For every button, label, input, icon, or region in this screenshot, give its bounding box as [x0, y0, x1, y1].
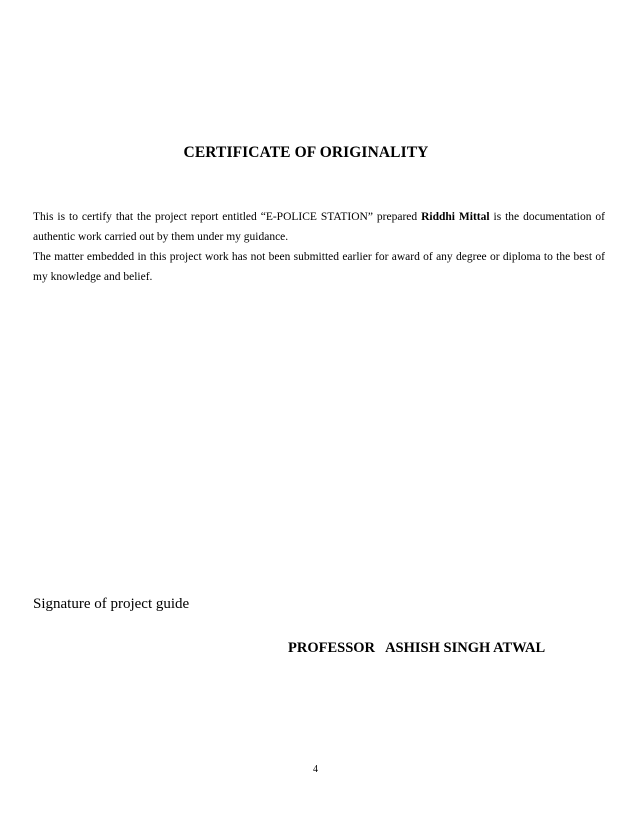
certify-text-before-name: This is to certify that the project report entitled “E-POLICE STATION” prepared [33, 211, 422, 223]
certify-text-after-name: is the documentation of authentic work carried out by them under my guidance. [33, 211, 605, 243]
certificate-body [33, 207, 605, 287]
project-guide-name: PROFESSOR ASHISH SINGH ATWAL [288, 640, 546, 656]
student-name: Riddhi Mittal [421, 211, 490, 223]
originality-paragraph: The matter embedded in this project work has not been submitted earlier for award of any degree or diploma to the best of my knowledge and belief. [33, 251, 605, 283]
certificate-title: CERTIFICATE OF ORIGINALITY [183, 144, 429, 161]
certify-paragraph [33, 207, 605, 247]
page-number: 4 [313, 764, 318, 775]
signature-label: Signature of project guide [33, 596, 190, 612]
